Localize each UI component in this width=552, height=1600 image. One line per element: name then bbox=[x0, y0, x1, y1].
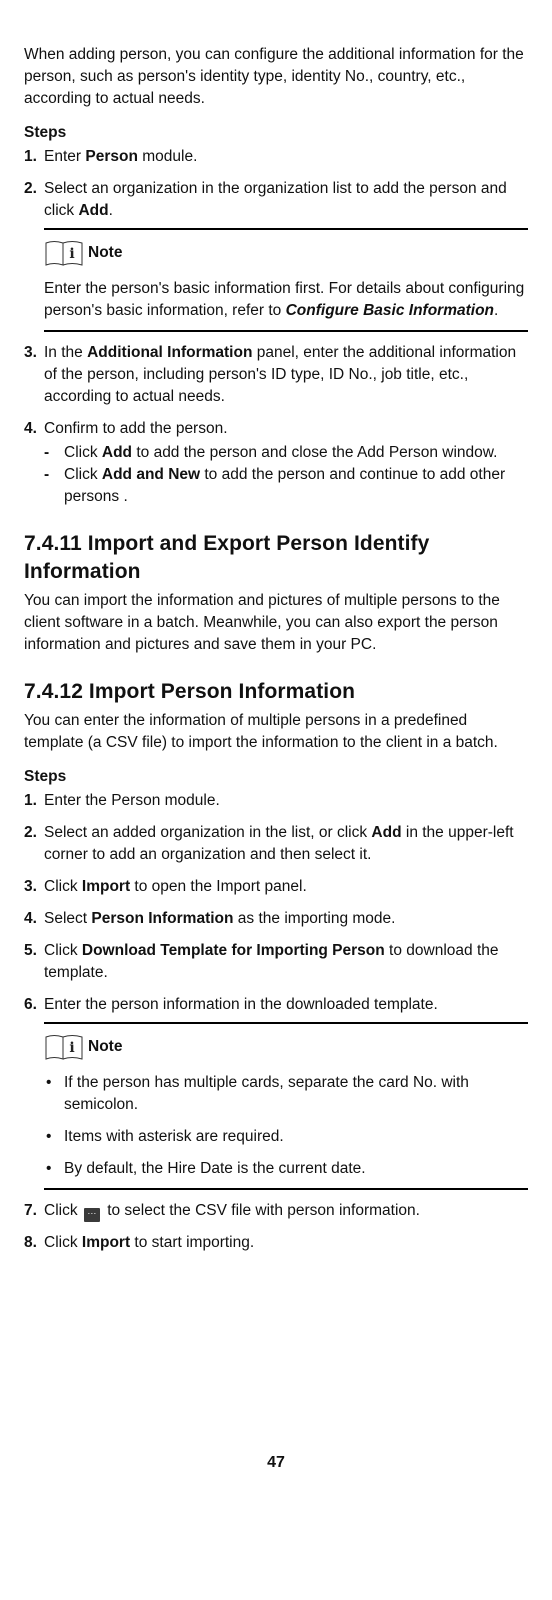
step-text: Click bbox=[44, 878, 82, 895]
step-text: Click bbox=[44, 1202, 82, 1219]
intro-paragraph: When adding person, you can configure the additional information for the person, such as person's identity type, identity No., country, etc., according to actual needs. bbox=[24, 46, 524, 107]
note-box bbox=[44, 228, 528, 332]
step-bold: Person bbox=[85, 148, 138, 165]
info-book-icon bbox=[44, 239, 84, 267]
page-number: 47 bbox=[267, 1454, 285, 1471]
browse-icon: ··· bbox=[84, 1208, 100, 1222]
bullet-text: By default, the Hire Date is the current date. bbox=[64, 1160, 366, 1177]
step-text: to download the template. bbox=[44, 942, 499, 981]
step-text: . bbox=[108, 202, 113, 219]
step-bold: Additional Information bbox=[87, 344, 253, 361]
step-item bbox=[24, 146, 528, 168]
step-number: 3. bbox=[24, 878, 37, 895]
step-text: Select an organization in the organization list to add the person and click bbox=[44, 180, 507, 219]
step-item bbox=[24, 1232, 528, 1254]
sub-item bbox=[44, 464, 528, 508]
bullet-dot: • bbox=[46, 1074, 52, 1091]
dash-marker: - bbox=[44, 444, 50, 461]
step-item bbox=[24, 940, 528, 984]
step-text: Enter the person information in the downloaded template. bbox=[44, 996, 438, 1013]
step-item bbox=[24, 908, 528, 930]
step-number: 2. bbox=[24, 824, 37, 841]
step-number: 6. bbox=[24, 996, 37, 1013]
note-text-part: . bbox=[494, 302, 499, 319]
step-bold: Person Information bbox=[91, 910, 234, 927]
step-text: Click bbox=[44, 1234, 82, 1251]
sub-item bbox=[44, 442, 528, 464]
sub-text: to add the person and continue to add other persons . bbox=[64, 466, 506, 505]
steps-list-add-person bbox=[24, 146, 528, 508]
svg-text:i: i bbox=[69, 1040, 75, 1056]
note-bullet bbox=[44, 1158, 528, 1180]
step-text: to select the CSV file with person information. bbox=[102, 1202, 420, 1219]
note-bullet bbox=[44, 1126, 528, 1148]
sub-bold: Add bbox=[101, 444, 133, 461]
sub-text: Click bbox=[64, 466, 102, 483]
step-text: Confirm to add the person. bbox=[44, 420, 228, 437]
step-item bbox=[24, 790, 528, 812]
step-bold: Add bbox=[371, 824, 402, 841]
sub-list bbox=[44, 442, 528, 508]
step-text: Enter the Person module. bbox=[44, 792, 220, 809]
step-text: Enter bbox=[44, 148, 86, 165]
step-text: panel, enter the additional information of the person, including person's ID type, ID No., job title, etc., according to actual needs. bbox=[44, 344, 517, 405]
step-item bbox=[24, 876, 528, 898]
step-text: module. bbox=[137, 148, 198, 165]
bullet-dot: • bbox=[46, 1160, 52, 1177]
step-item bbox=[24, 822, 528, 866]
step-text: in the upper-left corner to add an organization and then select it. bbox=[44, 824, 514, 863]
step-text: to start importing. bbox=[130, 1234, 255, 1251]
step-item bbox=[24, 994, 528, 1190]
note-header bbox=[44, 238, 528, 268]
step-item bbox=[24, 1200, 528, 1222]
step-number: 4. bbox=[24, 420, 37, 437]
note-bullet-list bbox=[44, 1072, 528, 1180]
note-text-part: Enter the person's basic information first. For details about configuring person's basic information, refer to bbox=[44, 280, 525, 319]
step-bold: Import bbox=[81, 1234, 131, 1251]
step-item bbox=[24, 418, 528, 508]
step-item bbox=[24, 342, 528, 408]
note-title: Note bbox=[88, 244, 123, 261]
section-body-7411: You can import the information and pictures of multiple persons to the client software in a batch. Meanwhile, you can also export the person information and pictures and save them in your PC. bbox=[24, 592, 500, 653]
sub-bold: Add and New bbox=[101, 466, 201, 483]
svg-text:i: i bbox=[69, 246, 75, 262]
section-heading-7411: 7.4.11 Import and Export Person Identify Information bbox=[24, 532, 430, 583]
section-heading-7412: 7.4.12 Import Person Information bbox=[24, 680, 356, 703]
step-text: as the importing mode. bbox=[233, 910, 396, 927]
step-text: to open the Import panel. bbox=[130, 878, 307, 895]
step-number: 8. bbox=[24, 1234, 37, 1251]
step-text: Click bbox=[44, 942, 82, 959]
step-item bbox=[24, 178, 528, 332]
note-title: Note bbox=[88, 1038, 123, 1055]
bullet-text: If the person has multiple cards, separate the card No. with semicolon. bbox=[64, 1074, 469, 1113]
step-number: 4. bbox=[24, 910, 37, 927]
step-text: In the bbox=[44, 344, 88, 361]
bullet-dot: • bbox=[46, 1128, 52, 1145]
step-text: Select an added organization in the list, or click bbox=[44, 824, 372, 841]
section-body-7412: You can enter the information of multiple persons in a predefined template (a CSV file) to import the information to the client in a batch. bbox=[24, 712, 498, 751]
note-bullet bbox=[44, 1072, 528, 1116]
step-number: 7. bbox=[24, 1202, 37, 1219]
step-number: 2. bbox=[24, 180, 37, 197]
note-link-text: Configure Basic Information bbox=[285, 302, 495, 319]
note-header bbox=[44, 1032, 528, 1062]
step-bold: Import bbox=[81, 878, 131, 895]
step-bold: Add bbox=[78, 202, 109, 219]
sub-text: Click bbox=[64, 444, 102, 461]
note-box bbox=[44, 1022, 528, 1190]
document-page bbox=[24, 44, 528, 1264]
step-number: 5. bbox=[24, 942, 37, 959]
step-number: 1. bbox=[24, 792, 37, 809]
sub-text: to add the person and close the Add Person window. bbox=[132, 444, 498, 461]
step-number: 1. bbox=[24, 148, 37, 165]
info-book-icon bbox=[44, 1033, 84, 1061]
steps-heading: Steps bbox=[24, 768, 67, 785]
step-number: 3. bbox=[24, 344, 37, 361]
step-bold: Download Template for Importing Person bbox=[81, 942, 385, 959]
steps-list-import bbox=[24, 790, 528, 1254]
note-text bbox=[44, 278, 528, 322]
step-text: Select bbox=[44, 910, 92, 927]
bullet-text: Items with asterisk are required. bbox=[64, 1128, 284, 1145]
steps-heading: Steps bbox=[24, 124, 67, 141]
dash-marker: - bbox=[44, 466, 50, 483]
